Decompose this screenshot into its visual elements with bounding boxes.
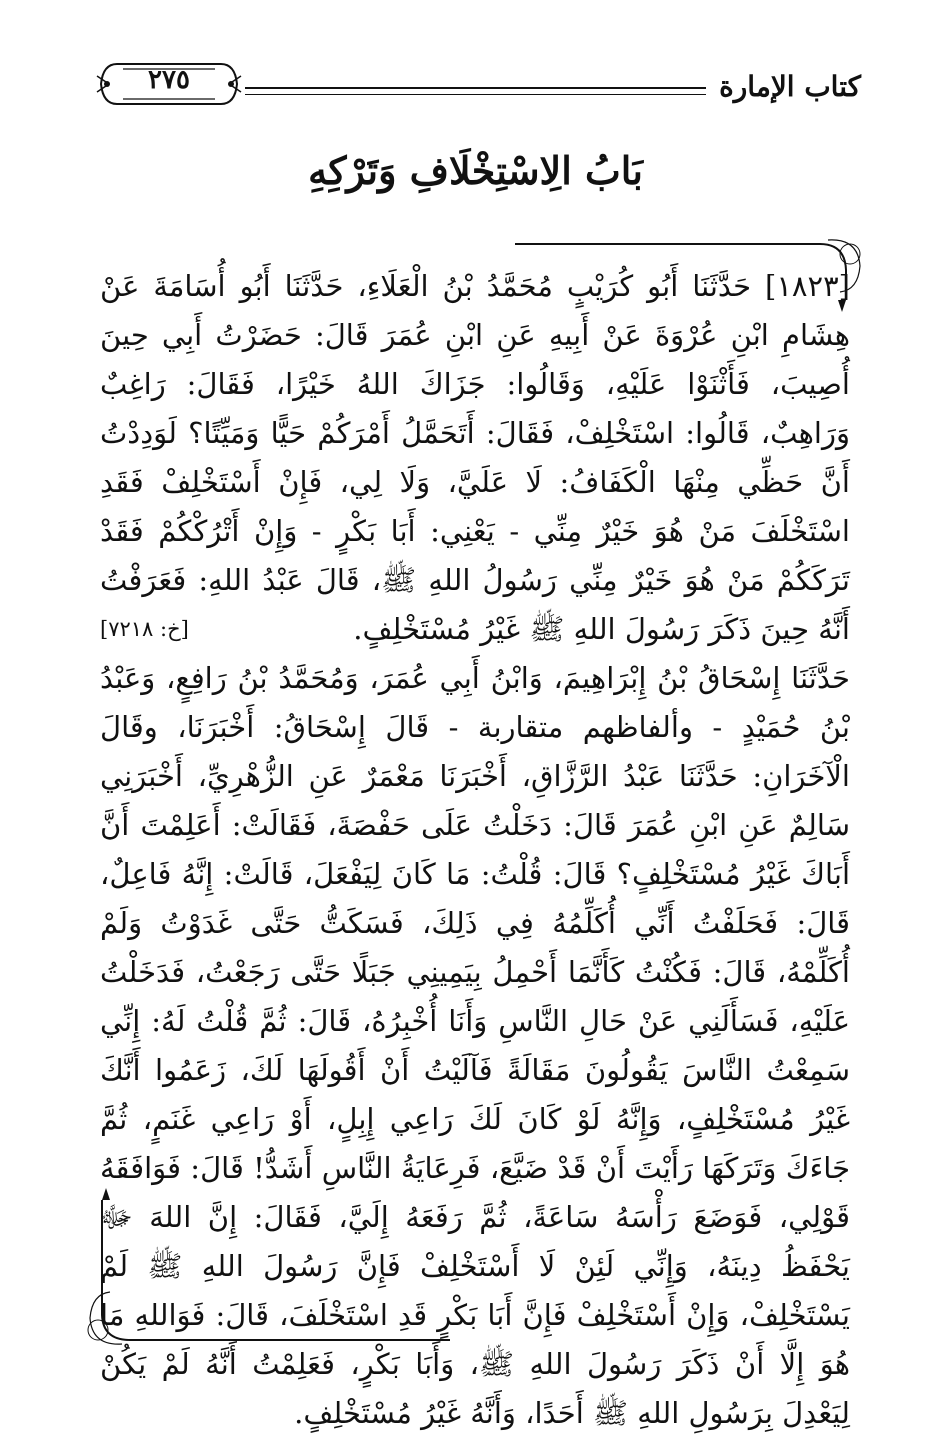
hadith-reference: [خ: ٧٢١٨] bbox=[100, 617, 189, 641]
hadith-paragraph bbox=[100, 654, 850, 1438]
book-title: كتاب الإمارة bbox=[719, 70, 861, 103]
page-number: ٢٧٥ bbox=[148, 65, 190, 95]
chapter-title: بَابُ الِاسْتِخْلَافِ وَتَرْكِهِ bbox=[308, 148, 643, 193]
hadith-text: حَدَّثَنَا إِسْحَاقُ بْنُ إِبْرَاهِيمَ، وَابْنُ أَبِي عُمَرَ، وَمُحَمَّدُ بْنُ رَافِعٍ، وَعَبْدُ بْنُ حُمَيْدٍ - وألفاظهم متقاربة - قَالَ إِسْحَاقُ: أَخْبَرَنَا، وقَالَ الْآخَرَانِ: حَدَّثَنَا عَبْدُ الرَّزَّاقِ، أَخْبَرَنَا مَعْمَرٌ عَنِ الزُّهْرِيِّ، أَخْبَرَنِي سَالِمٌ عَنِ ابْنِ عُمَرَ قَالَ: دَخَلْتُ عَلَى حَفْصَةَ، فَقَالَتْ: أَعَلِمْتَ أَنَّ أَبَاكَ غَيْرُ مُسْتَخْلِفٍ؟ قَالَ: قُلْتُ: مَا كَانَ لِيَفْعَلَ، قَالَتْ: إِنَّهُ فَاعِلٌ، قَالَ: فَحَلَفْتُ أَنِّي أُكَلِّمُهُ فِي ذَلِكَ، فَسَكَتُّ حَتَّى غَدَوْتُ وَلَمْ أُكَلِّمْهُ، قَالَ: فَكُنْتُ كَأَنَّمَا أَحْمِلُ بِيَمِينِي جَبَلًا حَتَّى رَجَعْتُ، فَدَخَلْتُ عَلَيْهِ، فَسَأَلَنِي عَنْ حَالِ النَّاسِ وَأَنَا أُخْبِرُهُ، قَالَ: ثُمَّ قُلْتُ لَهُ: إِنِّي سَمِعْتُ النَّاسَ يَقُولُونَ مَقَالَةً فَآلَيْتُ أَنْ أَقُولَهَا لَكَ، زَعَمُوا أَنَّكَ غَيْرُ مُسْتَخْلِفٍ، وَإِنَّهُ لَوْ كَانَ لَكَ رَاعِي إِبِلٍ، أَوْ رَاعِي غَنَمٍ، ثُمَّ جَاءَكَ وَتَرَكَهَا رَأَيْتَ أَنْ قَدْ ضَيَّعَ، فَرِعَايَةُ النَّاسِ أَشَدُّ! قَالَ: فَوَافَقَهُ قَوْلِي، فَوَضَعَ رَأْسَهُ سَاعَةً، ثُمَّ رَفَعَهُ إِلَيَّ، فَقَالَ: إِنَّ اللهَ ﷻ يَحْفَظُ دِينَهُ، وَإِنِّي لَئِنْ لَا أَسْتَخْلِفْ فَإِنَّ رَسُولَ اللهِ ﷺ لَمْ يَسْتَخْلِفْ، وَإِنْ أَسْتَخْلِفْ فَإِنَّ أَبَا بَكْرٍ قَدِ اسْتَخْلَفَ، قَالَ: فَوَاللهِ مَا هُوَ إِلَّا أَنْ ذَكَرَ رَسُولَ اللهِ ﷺ، وَأَبَا بَكْرٍ، فَعَلِمْتُ أَنَّهُ لَمْ يَكُنْ لِيَعْدِلَ بِرَسُولِ اللهِ ﷺ أَحَدًا، وَأَنَّهُ غَيْرُ مُسْتَخْلِفٍ. bbox=[100, 661, 851, 1430]
hadith-text: حَدَّثَنَا أَبُو كُرَيْبٍ مُحَمَّدُ بْنُ الْعَلَاءِ، حَدَّثَنَا أَبُو أُسَامَةَ عَنْ هِشَامِ ابْنِ عُرْوَةَ عَنْ أَبِيهِ عَنِ ابْنِ عُمَرَ قَالَ: حَضَرْتُ أَبِي حِينَ أُصِيبَ، فَأَثْنَوْا عَلَيْهِ، وَقَالُوا: جَزَاكَ اللهُ خَيْرًا، فَقَالَ: رَاغِبٌ وَرَاهِبٌ، قَالُوا: اسْتَخْلِفْ، فَقَالَ: أَتَحَمَّلُ أَمْرَكُمْ حَيًّا وَمَيِّتًا؟ لَوَدِدْتُ أَنَّ حَظِّي مِنْهَا الْكَفَافُ: لَا عَلَيَّ، وَلَا لِي، فَإِنْ أَسْتَخْلِفْ فَقَدِ اسْتَخْلَفَ مَنْ هُوَ خَيْرٌ مِنِّي - يَعْنِي: أَبَا بَكْرٍ - وَإِنْ أَتْرُكْكُمْ فَقَدْ تَرَكَكُمْ مَنْ هُوَ خَيْرٌ مِنِّي رَسُولُ اللهِ ﷺ، قَالَ عَبْدُ اللهِ: فَعَرَفْتُ أَنَّهُ حِينَ ذَكَرَ رَسُولَ اللهِ ﷺ غَيْرُ مُسْتَخْلِفٍ. bbox=[100, 269, 850, 646]
body-text bbox=[100, 262, 850, 1438]
hadith-number: [١٨٢٣] bbox=[765, 269, 850, 303]
hadith-paragraph bbox=[100, 262, 850, 654]
